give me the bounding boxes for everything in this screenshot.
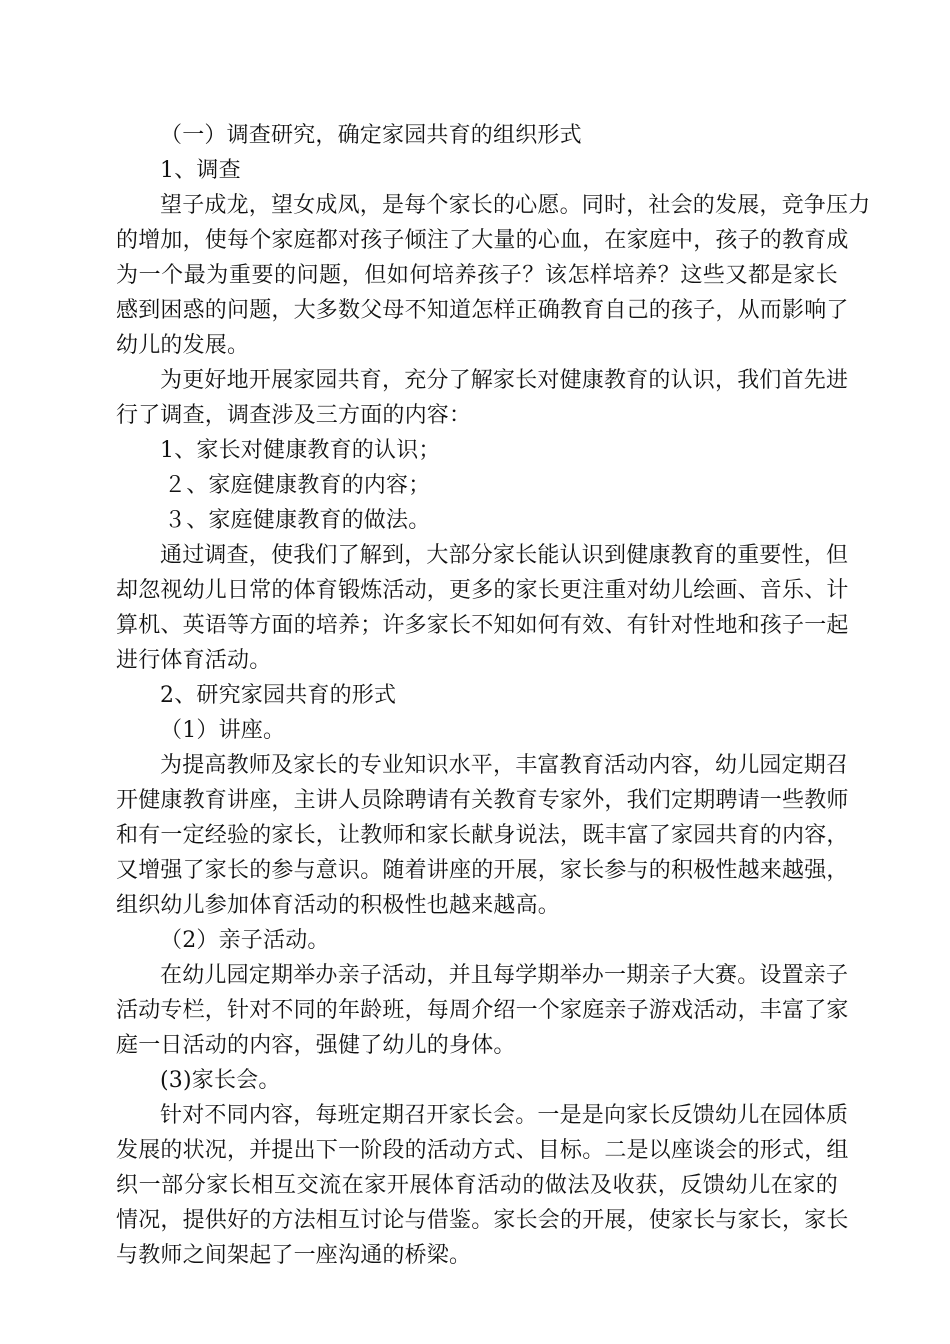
list-item: ２、家庭健康教育的内容； — [164, 473, 431, 498]
paragraph-line: 庭一日活动的内容，强健了幼儿的身体。 — [116, 1033, 516, 1058]
section-heading: （一）调查研究，确定家园共育的组织形式 — [160, 123, 582, 148]
paragraph-line: 情况，提供好的方法相互讨论与借鉴。家长会的开展，使家长与家长，家长 — [116, 1208, 849, 1233]
paragraph-line: 通过调查，使我们了解到，大部分家长能认识到健康教育的重要性，但 — [160, 543, 849, 568]
paragraph-line: 行了调查，调查涉及三方面的内容： — [116, 403, 472, 428]
paragraph-line: 算机、英语等方面的培养；许多家长不知如何有效、有针对性地和孩子一起 — [116, 613, 849, 638]
paragraph-line: 为更好地开展家园共育，充分了解家长对健康教育的认识，我们首先进 — [160, 368, 849, 393]
paragraph-line: 组织幼儿参加体育活动的积极性也越来越高。 — [116, 893, 561, 918]
paragraph-line: 幼儿的发展。 — [116, 333, 250, 358]
paragraph-line: 又增强了家长的参与意识。随着讲座的开展，家长参与的积极性越来越强， — [116, 858, 849, 883]
paragraph-line: 针对不同内容，每班定期召开家长会。一是是向家长反馈幼儿在园体质 — [160, 1103, 849, 1128]
paragraph-line: 发展的状况，并提出下一阶段的活动方式、目标。二是以座谈会的形式，组 — [116, 1138, 849, 1163]
paragraph-line: 望子成龙，望女成凤，是每个家长的心愿。同时，社会的发展，竞争压力 — [160, 193, 871, 218]
list-item: 1、家长对健康教育的认识； — [160, 438, 441, 463]
subsection-heading: (3)家长会。 — [160, 1068, 281, 1093]
paragraph-line: 却忽视幼儿日常的体育锻炼活动，更多的家长更注重对幼儿绘画、音乐、计 — [116, 578, 849, 603]
paragraph-line: 在幼儿园定期举办亲子活动，并且每学期举办一期亲子大赛。设置亲子 — [160, 963, 849, 988]
paragraph-line: 开健康教育讲座，主讲人员除聘请有关教育专家外，我们定期聘请一些教师 — [116, 788, 849, 813]
paragraph-line: 活动专栏，针对不同的年龄班，每周介绍一个家庭亲子游戏活动，丰富了家 — [116, 998, 849, 1023]
paragraph-line: 为提高教师及家长的专业知识水平，丰富教育活动内容，幼儿园定期召 — [160, 753, 849, 778]
subsection-heading: 1、调查 — [160, 158, 241, 183]
paragraph-line: 织一部分家长相互交流在家开展体育活动的做法及收获，反馈幼儿在家的 — [116, 1173, 838, 1198]
paragraph-line: 与教师之间架起了一座沟通的桥梁。 — [116, 1243, 472, 1268]
document-body — [116, 118, 871, 1273]
paragraph-line: 和有一定经验的家长，让教师和家长献身说法，既丰富了家园共育的内容， — [116, 823, 849, 848]
subsection-heading: （1）讲座。 — [160, 718, 286, 743]
list-item: ３、家庭健康教育的做法。 — [164, 508, 431, 533]
subsection-heading: 2、研究家园共育的形式 — [160, 683, 397, 708]
subsection-heading: （2）亲子活动。 — [160, 928, 330, 953]
paragraph-line: 为一个最为重要的问题，但如何培养孩子？该怎样培养？这些又都是家长 — [116, 263, 838, 288]
paragraph-line: 的增加，使每个家庭都对孩子倾注了大量的心血，在家庭中，孩子的教育成 — [116, 228, 849, 253]
paragraph-line: 进行体育活动。 — [116, 648, 272, 673]
paragraph-line: 感到困惑的问题，大多数父母不知道怎样正确教育自己的孩子，从而影响了 — [116, 298, 849, 323]
